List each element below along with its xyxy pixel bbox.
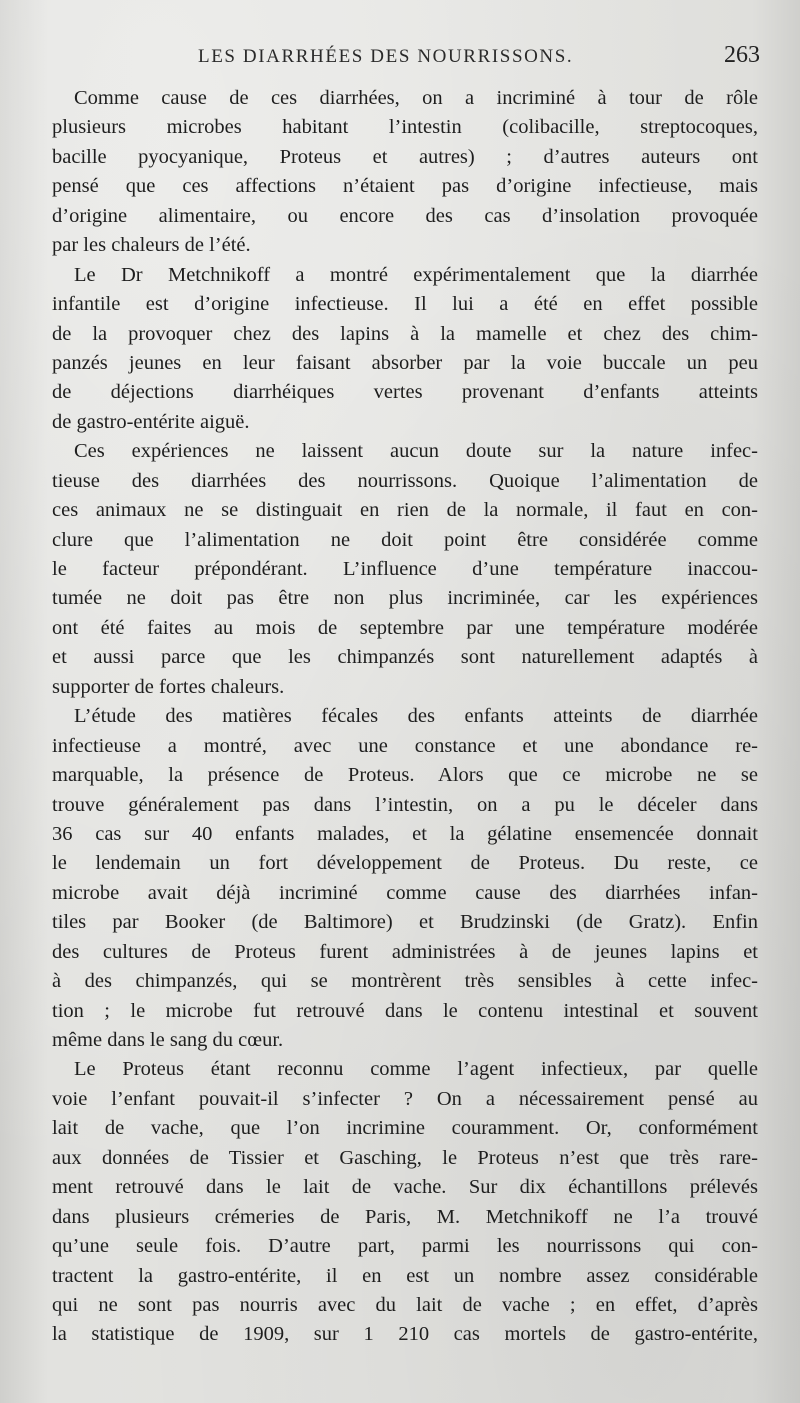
text-line: ont été faites au mois de septembre par une température modérée (52, 616, 758, 639)
text-line: Comme cause de ces diarrhées, on a incriminé à tour de rôle (74, 87, 758, 109)
text-line: supporter de fortes chaleurs. (52, 675, 285, 698)
text-line: ces animaux ne se distinguait en rien de la normale, il faut en con- (52, 499, 758, 522)
text-line: clure que l’alimentation ne doit point être considérée comme (52, 528, 758, 551)
text-line: et aussi parce que les chimpanzés sont naturellement adaptés à (52, 646, 758, 669)
text-line: plusieurs microbes habitant l’intestin (colibacille, streptocoques, (52, 116, 758, 139)
text-line: lait de vache, que l’on incrimine couramment. Or, conformément (52, 1117, 758, 1140)
text-line: de déjections diarrhéiques vertes provenant d’enfants atteints (52, 381, 758, 404)
running-header (48, 42, 760, 72)
text-line: bacille pyocyanique, Proteus et autres) ; d’autres auteurs ont (52, 145, 758, 168)
text-line: infectieuse a montré, avec une constance et une abondance re- (52, 734, 758, 757)
text-line: panzés jeunes en leur faisant absorber par la voie buccale un peu (52, 351, 758, 374)
text-line: L’étude des matières fécales des enfants atteints de diarrhée (74, 705, 758, 728)
page-number: 263 (724, 42, 760, 68)
text-line: tumée ne doit pas être non plus incriminée, car les expériences (52, 587, 758, 610)
text-line: tion ; le microbe fut retrouvé dans le contenu intestinal et souvent (52, 999, 758, 1022)
text-line: trouve généralement pas dans l’intestin, on a pu le déceler dans (52, 793, 758, 816)
text-line: aux données de Tissier et Gasching, le Proteus n’est que très rare- (52, 1146, 758, 1169)
text-line: Ces expériences ne laissent aucun doute sur la nature infec- (74, 440, 758, 463)
text-line: voie l’enfant pouvait-il s’infecter ? On a nécessairement pensé au (52, 1087, 758, 1110)
text-line: ment retrouvé dans le lait de vache. Sur dix échantillons prélevés (52, 1176, 758, 1199)
text-line: marquable, la présence de Proteus. Alors que ce microbe ne se (52, 764, 758, 787)
text-line: le facteur prépondérant. L’influence d’une température inaccou- (52, 558, 758, 580)
text-line: 36 cas sur 40 enfants malades, et la gélatine ensemencée donnait (52, 822, 758, 845)
text-line: tiles par Booker (de Baltimore) et Brudzinski (de Gratz). Enfin (52, 911, 758, 934)
text-line: la statistique de 1909, sur 1 210 cas mortels de gastro-entérite, (52, 1323, 758, 1346)
text-line: Le Proteus étant reconnu comme l’agent infectieux, par quelle (74, 1058, 758, 1081)
text-line: infantile est d’origine infectieuse. Il lui a été en effet possible (52, 293, 758, 316)
text-line: microbe avait déjà incriminé comme cause des diarrhées infan- (52, 881, 758, 904)
text-line: tieuse des diarrhées des nourrissons. Quoique l’alimentation de (52, 469, 758, 492)
text-line: des cultures de Proteus furent administrées à de jeunes lapins et (52, 940, 758, 963)
text-line: d’origine alimentaire, ou encore des cas d’insolation provoquée (52, 204, 758, 227)
body-text (52, 84, 758, 1350)
text-line: de gastro-entérite aiguë. (52, 410, 250, 433)
text-line: qui ne sont pas nourris avec du lait de vache ; en effet, d’après (52, 1293, 758, 1316)
text-line: Le Dr Metchnikoff a montré expérimentalement que la diarrhée (74, 263, 758, 286)
text-line: le lendemain un fort développement de Proteus. Du reste, ce (52, 852, 758, 875)
text-line: dans plusieurs crémeries de Paris, M. Metchnikoff ne l’a trouvé (52, 1205, 758, 1228)
text-line: à des chimpanzés, qui se montrèrent très sensibles à cette infec- (52, 970, 758, 993)
running-title: LES DIARRHÉES DES NOURRISSONS. (198, 46, 574, 67)
text-line: même dans le sang du cœur. (52, 1029, 284, 1051)
text-line: qu’une seule fois. D’autre part, parmi les nourrissons qui con- (52, 1235, 758, 1258)
text-line: pensé que ces affections n’étaient pas d’origine infectieuse, mais (52, 175, 758, 198)
text-line: de la provoquer chez des lapins à la mamelle et chez des chim- (52, 322, 758, 345)
text-line: par les chaleurs de l’été. (52, 234, 251, 257)
text-line: tractent la gastro-entérite, il en est un nombre assez considérable (52, 1264, 758, 1287)
